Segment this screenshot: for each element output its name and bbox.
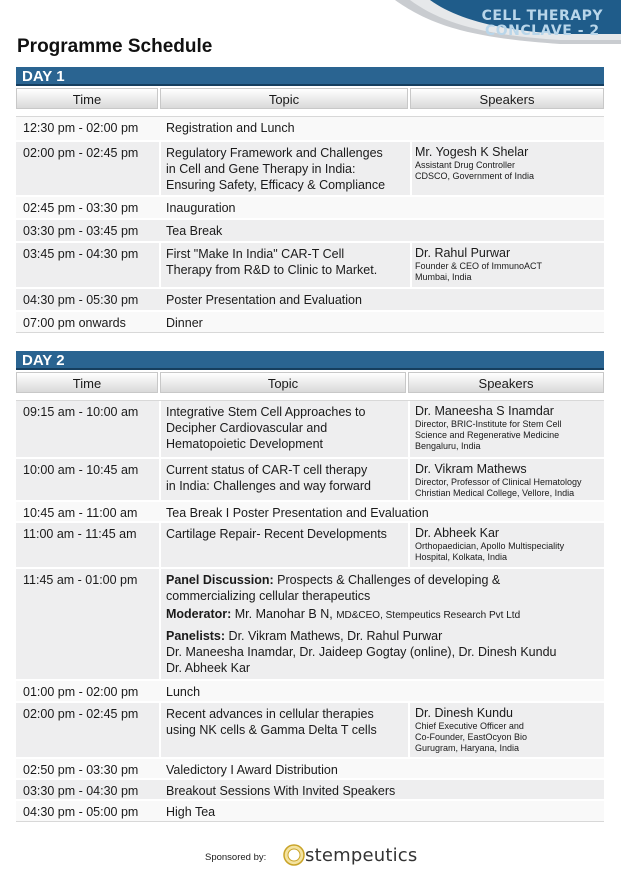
brand-line-1: CELL THERAPY (481, 8, 603, 24)
topic-header: Topic (160, 88, 408, 109)
speakers-header: Speakers (410, 88, 604, 109)
row-time: 02:00 pm - 02:45 pm (23, 707, 139, 721)
table-row (16, 195, 604, 218)
brand-line-2: CONCLAVE - 2 (484, 23, 600, 39)
row-speaker: Mr. Yogesh K Shelar Assistant Drug Controller CDSCO, Government of India (415, 142, 603, 182)
table-row (16, 116, 604, 140)
row-time: 10:45 am - 11:00 am (23, 506, 138, 520)
speaker-name: Dr. Vikram Mathews (415, 462, 527, 476)
table-row (16, 218, 604, 241)
table-row (16, 799, 604, 822)
topic-header: Topic (160, 372, 406, 393)
row-time: 11:00 am - 11:45 am (23, 527, 137, 541)
panel-discussion: Panel Discussion: Prospects & Challenges of developing & commercializing cellular therapeutics Moderator: Mr. Manohar B N, MD&CEO, Stempeutics Research Pvt Ltd Panelists: Dr. Vikram Mathews, Dr. Rahul Purwar Dr. Maneesha Inamdar, Dr. Jaideep Gogtay (online), Dr. Dinesh Kundu Dr. Abheek Kar (166, 573, 557, 675)
row-time: 03:30 pm - 04:30 pm (23, 784, 139, 798)
table-row (16, 679, 604, 701)
row-time: 03:45 pm - 04:30 pm (23, 247, 139, 261)
row-topic: Tea Break I Poster Presentation and Evaluation (166, 506, 429, 520)
row-topic: Integrative Stem Cell Approaches to Decipher Cardiovascular and Hematopoietic Development (166, 405, 366, 451)
day-2-band: DAY 2 (16, 351, 604, 370)
day-1-header (16, 88, 604, 109)
speaker-name: Dr. Maneesha S Inamdar (415, 404, 554, 418)
row-time: 01:00 pm - 02:00 pm (23, 685, 139, 699)
row-topic: Tea Break (166, 224, 223, 238)
table-row (16, 400, 604, 457)
table-row (16, 757, 604, 778)
table-row (16, 521, 604, 567)
row-time: 12:30 pm - 02:00 pm (23, 121, 139, 135)
day-1-table (16, 116, 604, 333)
row-topic: Regulatory Framework and Challenges in Cell and Gene Therapy in India: Ensuring Safety, Efficacy & Compliance (166, 146, 386, 192)
row-time: 02:45 pm - 03:30 pm (23, 201, 139, 215)
row-time: 04:30 pm - 05:30 pm (23, 293, 139, 307)
table-row (16, 457, 604, 500)
time-header: Time (16, 372, 158, 393)
row-speaker: Dr. Maneesha S Inamdar Director, BRIC-Institute for Stem Cell Science and Regenerative Medicine Bengaluru, India (415, 401, 603, 452)
day-2-header (16, 372, 604, 393)
row-speaker: Dr. Rahul Purwar Founder & CEO of ImmunoACT Mumbai, India (415, 243, 603, 283)
row-topic: Recent advances in cellular therapies using NK cells & Gamma Delta T cells (166, 707, 377, 737)
sponsor-logo-icon (283, 842, 305, 868)
sponsor-name: stempeutics (305, 845, 418, 866)
table-row (16, 310, 604, 333)
table-row (16, 287, 604, 310)
row-topic: High Tea (166, 805, 216, 819)
speaker-name: Dr. Rahul Purwar (415, 246, 511, 260)
speaker-name: Dr. Abheek Kar (415, 526, 500, 540)
day-2-table (16, 400, 604, 822)
table-row (16, 140, 604, 195)
row-topic: Poster Presentation and Evaluation (166, 293, 362, 307)
row-topic: First "Make In India" CAR-T Cell Therapy from R&D to Clinic to Market. (166, 247, 378, 277)
row-topic: Valedictory I Award Distribution (166, 763, 338, 777)
row-speaker: Dr. Vikram Mathews Director, Professor of Clinical Hematology Christian Medical College, Vellore, India (415, 459, 603, 499)
row-topic: Registration and Lunch (166, 121, 295, 135)
table-row (16, 241, 604, 287)
day-1-band: DAY 1 (16, 67, 604, 86)
row-speaker: Dr. Abheek Kar Orthopaedician, Apollo Multispeciality Hospital, Kolkata, India (415, 523, 603, 563)
row-time: 09:15 am - 10:00 am (23, 405, 139, 419)
row-topic: Lunch (166, 685, 201, 699)
row-time: 10:00 am - 10:45 am (23, 463, 139, 477)
table-row (16, 778, 604, 799)
row-topic: Cartilage Repair- Recent Developments (166, 527, 387, 541)
speaker-name: Dr. Dinesh Kundu (415, 706, 513, 720)
row-time: 04:30 pm - 05:00 pm (23, 805, 139, 819)
panel-row (16, 567, 604, 679)
conference-brand (482, 9, 603, 39)
table-row (16, 500, 604, 521)
page-title: Programme Schedule (17, 36, 213, 57)
speakers-header: Speakers (408, 372, 604, 393)
row-topic: Inauguration (166, 201, 236, 215)
row-topic: Breakout Sessions With Invited Speakers (166, 784, 396, 798)
row-time: 11:45 am - 01:00 pm (23, 573, 138, 587)
row-time: 03:30 pm - 03:45 pm (23, 224, 139, 238)
row-speaker: Dr. Dinesh Kundu Chief Executive Officer and Co-Founder, EastOcyon Bio Gurugram, Haryana, India (415, 703, 603, 754)
sponsored-by-label: Sponsored by: (205, 852, 267, 863)
time-header: Time (16, 88, 158, 109)
row-topic: Current status of CAR-T cell therapy in India: Challenges and way forward (166, 463, 371, 493)
row-time: 02:00 pm - 02:45 pm (23, 146, 139, 160)
speaker-name: Mr. Yogesh K Shelar (415, 145, 529, 159)
row-time: 07:00 pm onwards (23, 316, 126, 330)
table-row (16, 701, 604, 757)
row-time: 02:50 pm - 03:30 pm (23, 763, 139, 777)
row-topic: Dinner (166, 316, 203, 330)
